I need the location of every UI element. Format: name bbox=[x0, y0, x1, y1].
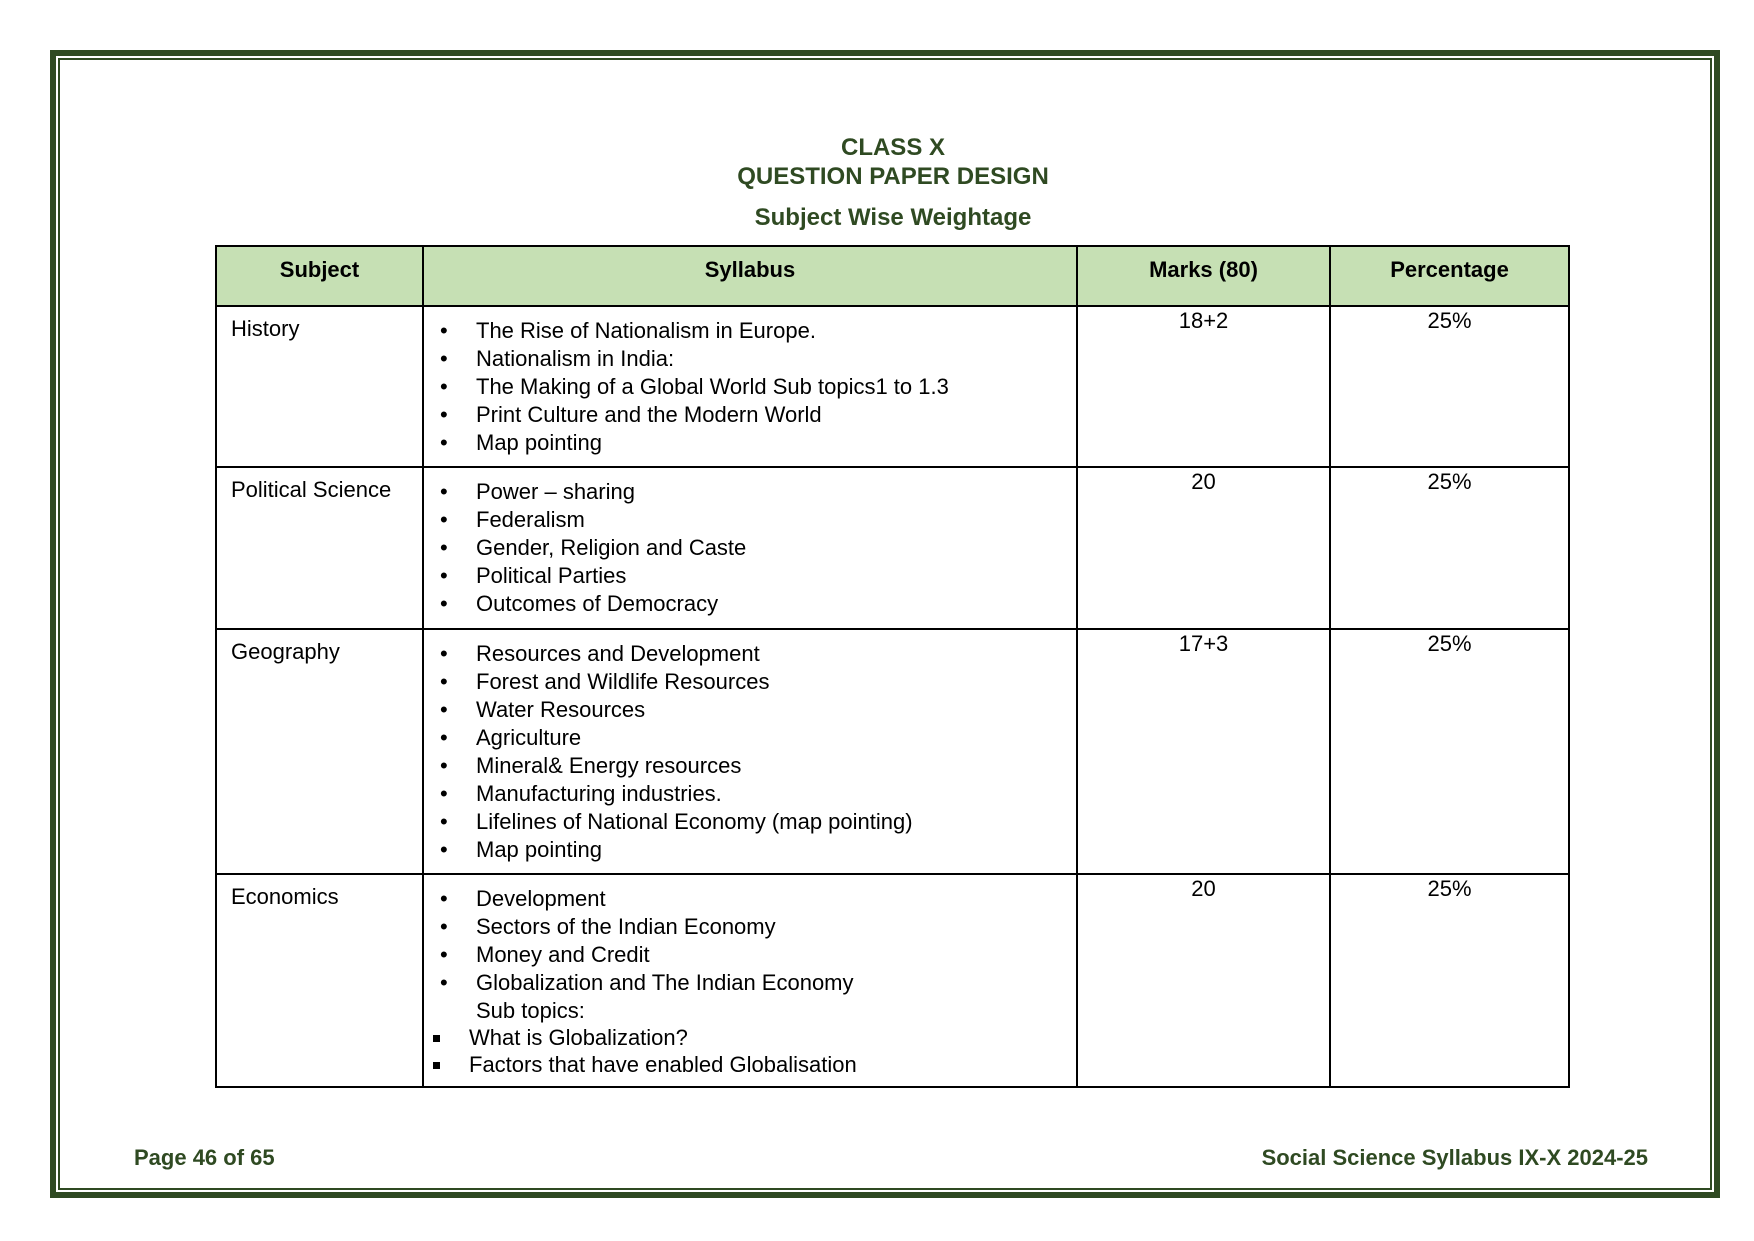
list-item: • Development bbox=[424, 885, 1076, 913]
list-item: • Map pointing bbox=[424, 429, 1076, 457]
table-row-economics bbox=[216, 874, 1569, 1087]
list-item: • Gender, Religion and Caste bbox=[424, 534, 1076, 562]
subject-cell: Political Science bbox=[216, 467, 423, 629]
list-item: • Manufacturing industries. bbox=[424, 780, 1076, 808]
list-item: • Sectors of the Indian Economy bbox=[424, 913, 1076, 941]
topic-list bbox=[424, 885, 1076, 997]
marks-cell bbox=[1077, 306, 1330, 467]
subject-cell: History bbox=[216, 306, 423, 467]
marks-cell bbox=[1077, 629, 1330, 874]
list-item: • Political Parties bbox=[424, 562, 1076, 590]
syllabus-cell bbox=[423, 874, 1077, 1087]
syllabus-cell bbox=[423, 306, 1077, 467]
list-item: • Water Resources bbox=[424, 696, 1076, 724]
table-row-history bbox=[216, 306, 1569, 467]
list-item: • Forest and Wildlife Resources bbox=[424, 668, 1076, 696]
list-item: • Nationalism in India: bbox=[424, 345, 1076, 373]
header-percentage: Percentage bbox=[1330, 246, 1569, 306]
list-item: What is Globalization? bbox=[424, 1024, 1076, 1051]
topic-list bbox=[424, 317, 1076, 457]
header-syllabus: Syllabus bbox=[423, 246, 1077, 306]
marks-value: 20 bbox=[1191, 876, 1216, 901]
percentage-cell bbox=[1330, 874, 1569, 1087]
marks-value: 20 bbox=[1191, 469, 1216, 494]
list-item: • The Making of a Global World Sub topics1 to 1.3 bbox=[424, 373, 1076, 401]
list-item: • Resources and Development bbox=[424, 640, 1076, 668]
list-item: • Federalism bbox=[424, 506, 1076, 534]
list-item: • Agriculture bbox=[424, 724, 1076, 752]
list-item: • Globalization and The Indian Economy bbox=[424, 969, 1076, 997]
marks-value: 18+2 bbox=[1178, 308, 1229, 333]
list-item: Factors that have enabled Globalisation bbox=[424, 1051, 1076, 1078]
syllabus-cell bbox=[423, 467, 1077, 629]
table-header-row bbox=[216, 246, 1569, 306]
marks-cell bbox=[1077, 874, 1330, 1087]
list-item: • Lifelines of National Economy (map pointing) bbox=[424, 808, 1076, 836]
list-item: • The Rise of Nationalism in Europe. bbox=[424, 317, 1076, 345]
percentage-cell bbox=[1330, 306, 1569, 467]
topic-list bbox=[424, 478, 1076, 618]
design-title: QUESTION PAPER DESIGN bbox=[737, 163, 1049, 190]
subject-cell: Economics bbox=[216, 874, 423, 1087]
sub-topic-list bbox=[424, 1024, 1076, 1078]
page-number: Page 46 of 65 bbox=[134, 1145, 275, 1170]
percentage-value: 25% bbox=[1427, 469, 1472, 494]
sub-topics-label: Sub topics: bbox=[476, 998, 585, 1023]
header-marks: Marks (80) bbox=[1077, 246, 1330, 306]
percentage-cell bbox=[1330, 467, 1569, 629]
list-item: • Power – sharing bbox=[424, 478, 1076, 506]
class-title: CLASS X bbox=[840, 134, 945, 161]
weightage-table bbox=[215, 245, 1570, 1088]
percentage-cell bbox=[1330, 629, 1569, 874]
weightage-subtitle: Subject Wise Weightage bbox=[754, 204, 1032, 231]
table-row-geography bbox=[216, 629, 1569, 874]
header-subject: Subject bbox=[216, 246, 423, 306]
list-item: • Map pointing bbox=[424, 836, 1076, 864]
list-item: • Print Culture and the Modern World bbox=[424, 401, 1076, 429]
title-block bbox=[0, 133, 1754, 232]
document-title: Social Science Syllabus IX-X 2024-25 bbox=[1261, 1145, 1648, 1170]
marks-cell bbox=[1077, 467, 1330, 629]
table-row-political-science bbox=[216, 467, 1569, 629]
percentage-value: 25% bbox=[1427, 876, 1472, 901]
percentage-value: 25% bbox=[1427, 631, 1472, 656]
list-item: • Mineral& Energy resources bbox=[424, 752, 1076, 780]
subject-cell: Geography bbox=[216, 629, 423, 874]
list-item: • Outcomes of Democracy bbox=[424, 590, 1076, 618]
percentage-value: 25% bbox=[1427, 308, 1472, 333]
marks-value: 17+3 bbox=[1178, 631, 1229, 656]
syllabus-cell bbox=[423, 629, 1077, 874]
list-item: • Money and Credit bbox=[424, 941, 1076, 969]
topic-list bbox=[424, 640, 1076, 864]
